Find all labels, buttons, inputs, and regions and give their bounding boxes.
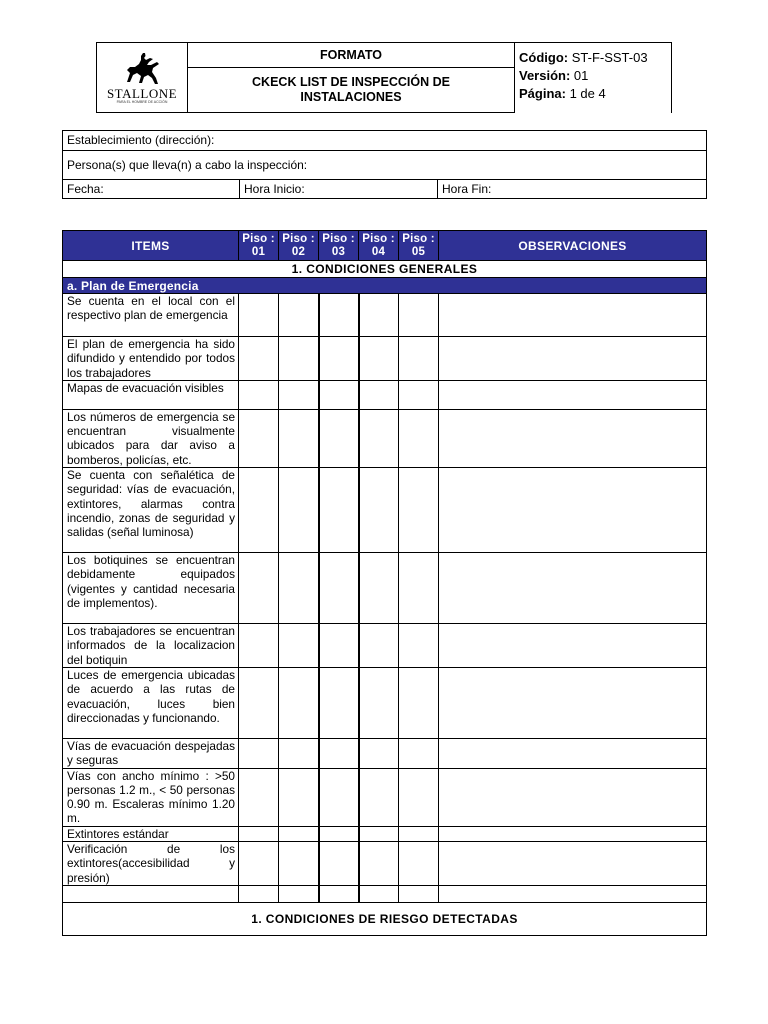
piso-04-check-cell[interactable] [359, 842, 399, 886]
piso-03-check-cell[interactable] [319, 667, 359, 738]
piso-02-check-cell[interactable] [279, 624, 319, 668]
piso-05-check-cell[interactable] [399, 380, 439, 409]
column-header-piso-01: Piso : 01 [239, 231, 279, 261]
codigo-value: ST-F-SST-03 [571, 50, 648, 65]
personas-field[interactable]: Persona(s) que lleva(n) a cabo la inspección: [63, 150, 707, 180]
piso-05-check-cell[interactable] [399, 409, 439, 467]
pagina-value: 1 de 4 [569, 86, 606, 101]
observaciones-cell[interactable] [439, 337, 707, 381]
piso-03-check-cell[interactable] [319, 768, 359, 826]
checklist-item-text: Mapas de evacuación visibles [63, 380, 239, 409]
piso-03-check-cell[interactable] [319, 842, 359, 886]
piso-01-check-cell[interactable] [239, 885, 279, 902]
section-title: 1. CONDICIONES GENERALES [63, 261, 707, 278]
logo-cell [97, 43, 188, 113]
observaciones-cell[interactable] [439, 380, 707, 409]
observaciones-cell[interactable] [439, 667, 707, 738]
piso-02-check-cell[interactable] [279, 294, 319, 337]
piso-01-check-cell[interactable] [239, 380, 279, 409]
piso-01-check-cell[interactable] [239, 667, 279, 738]
piso-05-check-cell[interactable] [399, 624, 439, 668]
piso-05-check-cell[interactable] [399, 885, 439, 902]
column-header-observaciones: OBSERVACIONES [439, 231, 707, 261]
piso-05-check-cell[interactable] [399, 294, 439, 337]
version-line: Versión: 01 [519, 68, 589, 83]
checklist-row [63, 667, 707, 738]
checklist-row [63, 468, 707, 553]
risk-conditions-title: 1. CONDICIONES DE RIESGO DETECTADAS [63, 902, 707, 935]
brand-tagline: PARA EL HOMBRE DE ACCIÓN [116, 99, 168, 104]
piso-04-check-cell[interactable] [359, 667, 399, 738]
rider-silhouette-icon [122, 52, 162, 86]
checklist-item-text: Se cuenta en el local con el respectivo plan de emergencia [63, 294, 239, 337]
codigo-line: Código: ST-F-SST-03 [519, 50, 648, 65]
piso-01-check-cell[interactable] [239, 337, 279, 381]
piso-04-check-cell[interactable] [359, 294, 399, 337]
checklist-row [63, 553, 707, 624]
checklist-item-text: Los números de emergencia se encuentran visualmente ubicados para dar aviso a bomberos, policías, etc. [63, 409, 239, 467]
piso-04-check-cell[interactable] [359, 553, 399, 624]
piso-04-check-cell[interactable] [359, 468, 399, 553]
piso-04-check-cell[interactable] [359, 826, 399, 841]
piso-01-check-cell[interactable] [239, 468, 279, 553]
piso-04-check-cell[interactable] [359, 409, 399, 467]
column-header-piso-04: Piso : 04 [359, 231, 399, 261]
piso-05-check-cell[interactable] [399, 667, 439, 738]
checklist-item-text: El plan de emergencia ha sido difundido y entendido por todos los trabajadores [63, 337, 239, 381]
hora-fin-field[interactable]: Hora Fin: [438, 180, 707, 199]
checklist-row [63, 768, 707, 826]
checklist-row [63, 409, 707, 467]
version-value: 01 [573, 68, 589, 83]
checklist-item-text: Se cuenta con señalética de seguridad: vías de evacuación, extintores, alarmas contra incendio, zonas de seguridad y salidas (señal luminosa) [63, 468, 239, 553]
observaciones-cell[interactable] [439, 624, 707, 668]
piso-02-check-cell[interactable] [279, 738, 319, 768]
checklist-row [63, 624, 707, 668]
piso-03-check-cell[interactable] [319, 553, 359, 624]
piso-04-check-cell[interactable] [359, 380, 399, 409]
piso-05-check-cell[interactable] [399, 337, 439, 381]
checklist-item-text: Los trabajadores se encuentran informados de la localizacion del botiquin [63, 624, 239, 668]
observaciones-cell[interactable] [439, 842, 707, 886]
piso-05-check-cell[interactable] [399, 826, 439, 841]
piso-03-check-cell[interactable] [319, 468, 359, 553]
piso-02-check-cell[interactable] [279, 768, 319, 826]
piso-03-check-cell[interactable] [319, 294, 359, 337]
column-header-piso-05: Piso : 05 [399, 231, 439, 261]
piso-04-check-cell[interactable] [359, 768, 399, 826]
piso-05-check-cell[interactable] [399, 842, 439, 886]
piso-02-check-cell[interactable] [279, 380, 319, 409]
checklist-row [63, 826, 707, 841]
piso-03-check-cell[interactable] [319, 738, 359, 768]
observaciones-cell[interactable] [439, 768, 707, 826]
checklist-item-text: Luces de emergencia ubicadas de acuerdo a las rutas de evacuación, luces bien direccionadas y funcionando. [63, 667, 239, 738]
establecimiento-field[interactable]: Establecimiento (dirección): [63, 131, 707, 151]
piso-02-check-cell[interactable] [279, 553, 319, 624]
piso-03-check-cell[interactable] [319, 624, 359, 668]
column-header-items: ITEMS [63, 231, 239, 261]
observaciones-cell[interactable] [439, 826, 707, 841]
observaciones-cell[interactable] [439, 885, 707, 902]
checklist-row [63, 885, 707, 902]
piso-02-check-cell[interactable] [279, 826, 319, 841]
piso-02-check-cell[interactable] [279, 667, 319, 738]
subsection-title: a. Plan de Emergencia [63, 278, 707, 294]
checklist-item-text: Vías con ancho mínimo : >50 personas 1.2 m., < 50 personas 0.90 m. Escaleras mínimo 1.20 m. [63, 768, 239, 826]
piso-01-check-cell[interactable] [239, 409, 279, 467]
checklist-item-text: Vías de evacuación despejadas y seguras [63, 738, 239, 768]
piso-01-check-cell[interactable] [239, 738, 279, 768]
inspection-info [62, 130, 707, 199]
hora-inicio-field[interactable]: Hora Inicio: [240, 180, 438, 199]
checklist-row [63, 738, 707, 768]
checklist-row [63, 337, 707, 381]
checklist-row [63, 842, 707, 886]
brand-name: STALLONE [106, 85, 178, 101]
piso-05-check-cell[interactable] [399, 738, 439, 768]
piso-01-check-cell[interactable] [239, 842, 279, 886]
checklist-item-text [63, 885, 239, 902]
format-label: FORMATO [188, 43, 515, 68]
piso-02-check-cell[interactable] [279, 337, 319, 381]
column-header-piso-03: Piso : 03 [319, 231, 359, 261]
piso-01-check-cell[interactable] [239, 553, 279, 624]
checklist-row [63, 380, 707, 409]
piso-03-check-cell[interactable] [319, 337, 359, 381]
piso-03-check-cell[interactable] [319, 409, 359, 467]
piso-03-check-cell[interactable] [319, 380, 359, 409]
pagina-line: Página: 1 de 4 [519, 86, 606, 101]
checklist-table [62, 230, 707, 936]
piso-05-check-cell[interactable] [399, 468, 439, 553]
piso-05-check-cell[interactable] [399, 768, 439, 826]
observaciones-cell[interactable] [439, 738, 707, 768]
column-header-piso-02: Piso : 02 [279, 231, 319, 261]
piso-01-check-cell[interactable] [239, 826, 279, 841]
piso-01-check-cell[interactable] [239, 768, 279, 826]
checklist-item-text: Extintores estándar [63, 826, 239, 841]
piso-04-check-cell[interactable] [359, 624, 399, 668]
piso-04-check-cell[interactable] [359, 885, 399, 902]
piso-02-check-cell[interactable] [279, 842, 319, 886]
document-title: CKECK LIST DE INSPECCIÓN DE INSTALACIONES [188, 68, 515, 113]
piso-02-check-cell[interactable] [279, 885, 319, 902]
piso-04-check-cell[interactable] [359, 738, 399, 768]
piso-03-check-cell[interactable] [319, 885, 359, 902]
checklist-item-text: Verificación de los extintores(accesibilidad y presión) [63, 842, 239, 886]
piso-04-check-cell[interactable] [359, 337, 399, 381]
checklist-item-text: Los botiquines se encuentran debidamente equipados (vigentes y cantidad necesaria de implementos). [63, 553, 239, 624]
document-header [96, 42, 672, 113]
piso-05-check-cell[interactable] [399, 553, 439, 624]
observaciones-cell[interactable] [439, 409, 707, 467]
piso-01-check-cell[interactable] [239, 624, 279, 668]
piso-02-check-cell[interactable] [279, 409, 319, 467]
observaciones-cell[interactable] [439, 294, 707, 337]
piso-01-check-cell[interactable] [239, 294, 279, 337]
observaciones-cell[interactable] [439, 553, 707, 624]
observaciones-cell[interactable] [439, 468, 707, 553]
checklist-row [63, 294, 707, 337]
piso-03-check-cell[interactable] [319, 826, 359, 841]
piso-02-check-cell[interactable] [279, 468, 319, 553]
fecha-field[interactable]: Fecha: [63, 180, 240, 199]
stallone-logo [97, 52, 187, 104]
document-codes [515, 43, 672, 113]
